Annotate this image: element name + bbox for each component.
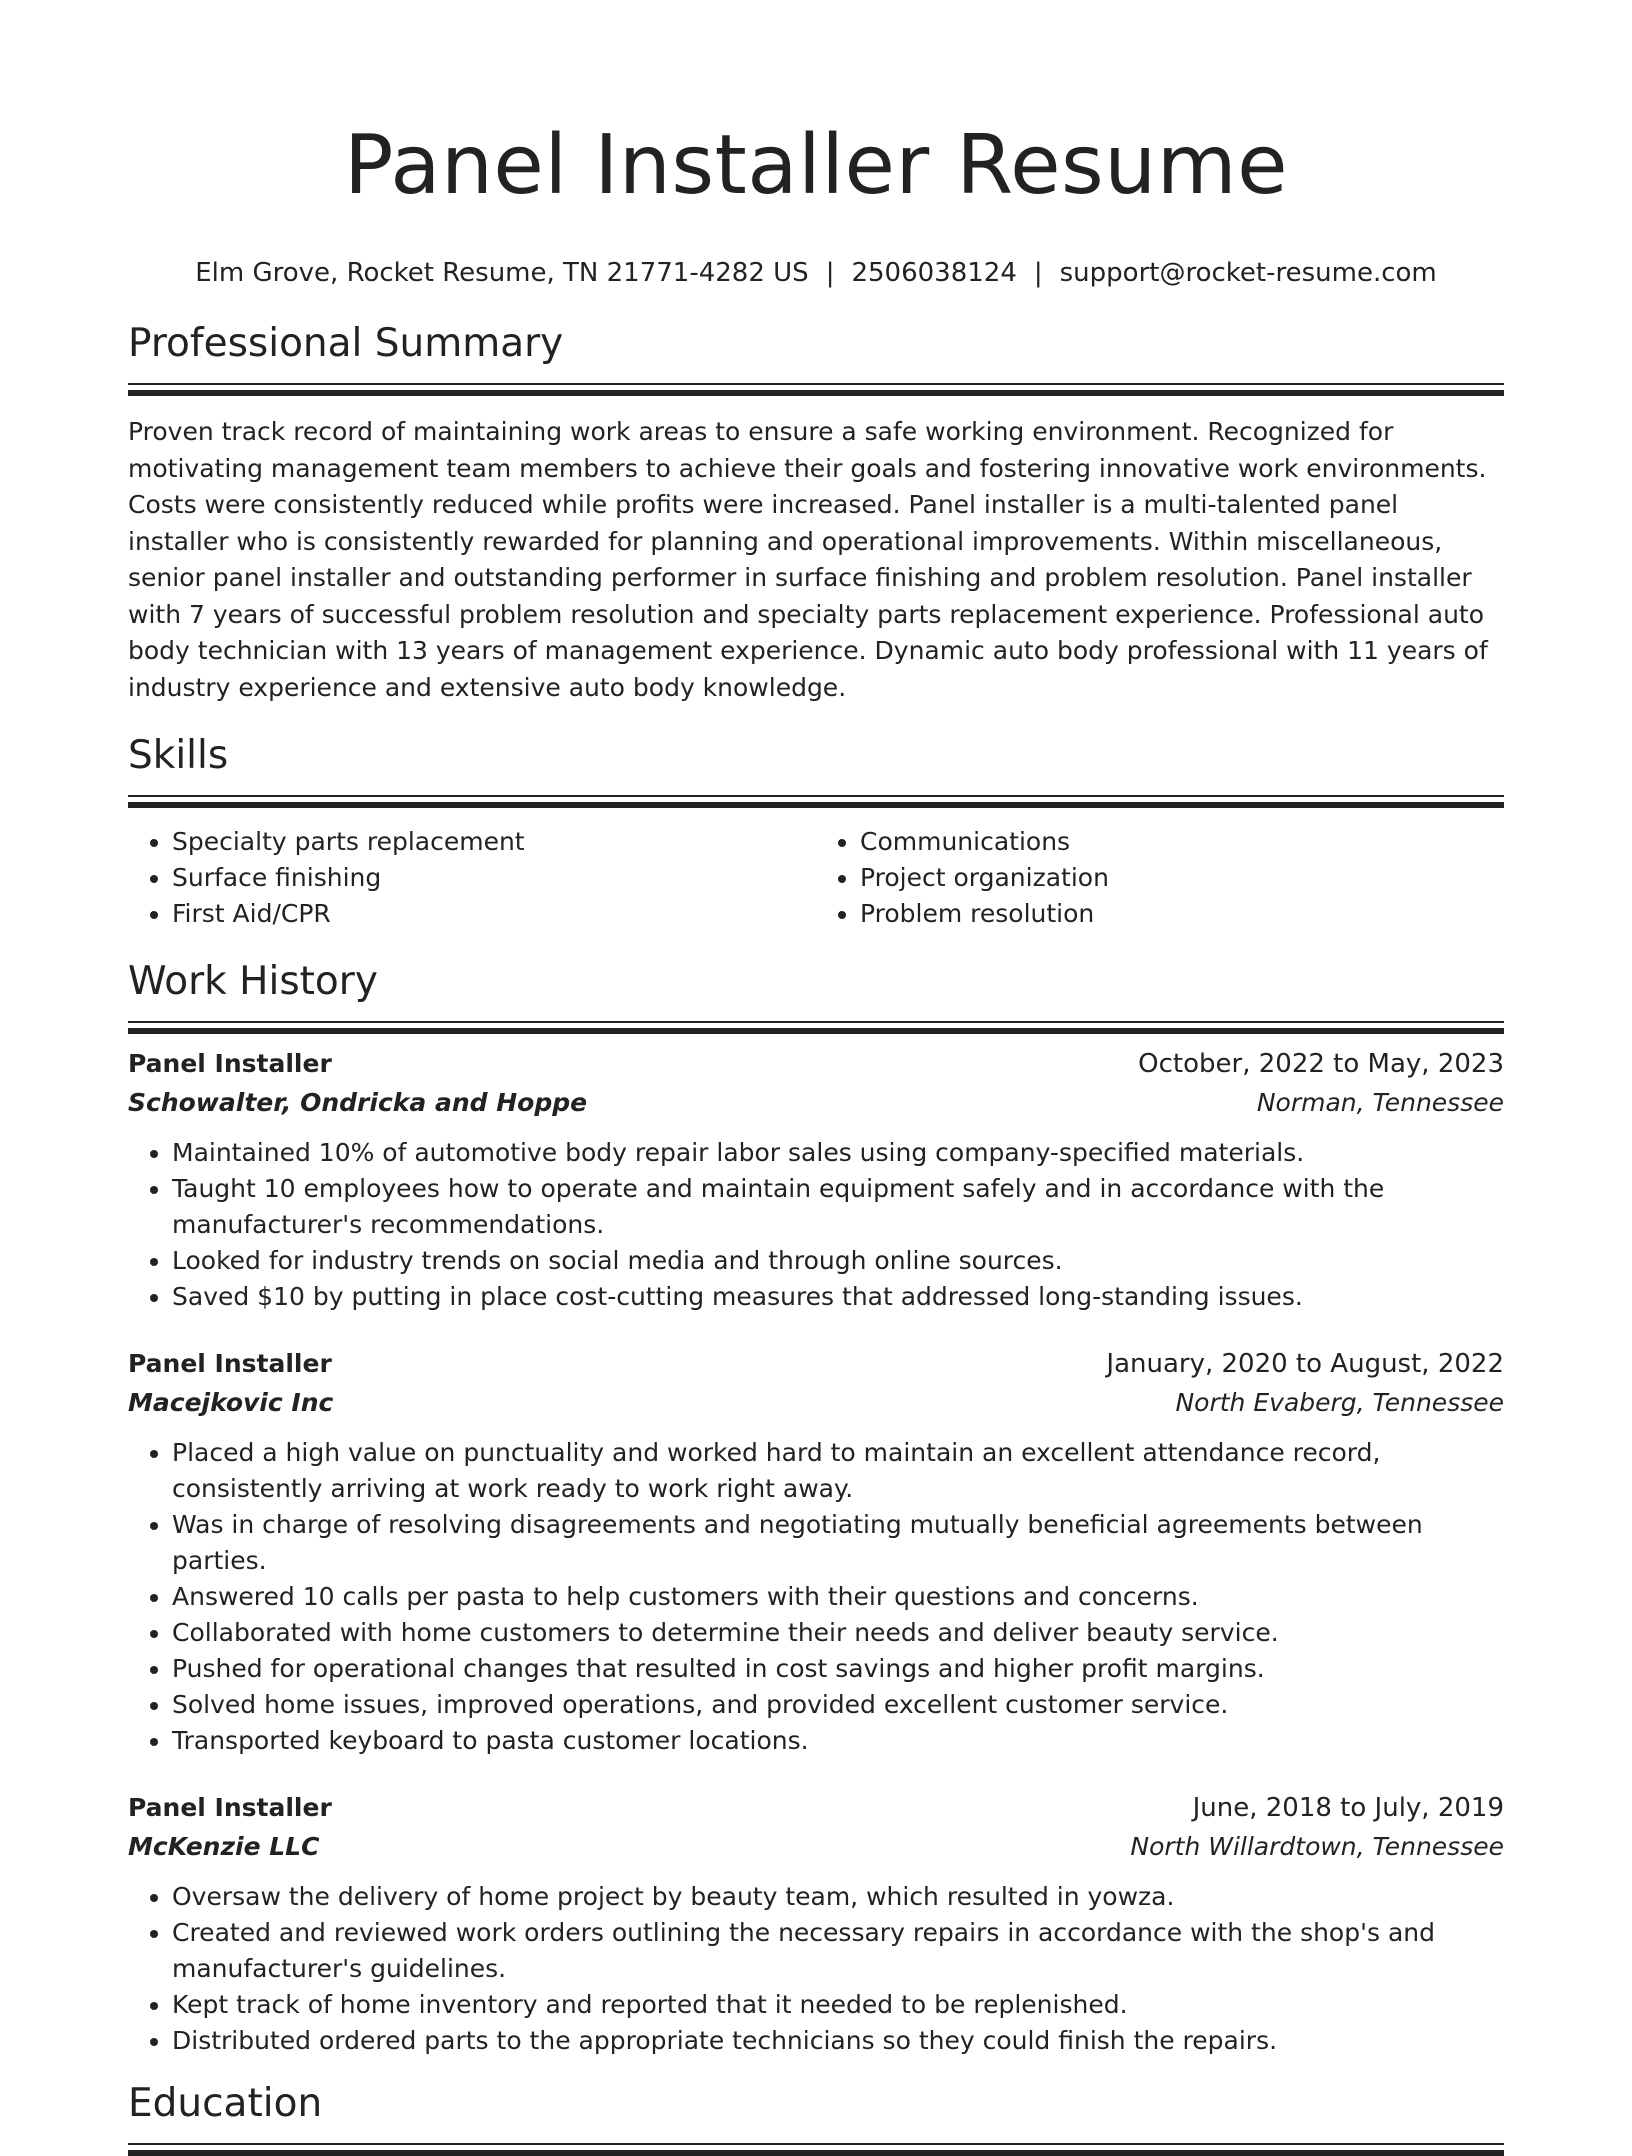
job-bullets [128,1879,1504,2059]
job-bullet: • Distributed ordered parts to the appropriate technicians so they could finish the repairs. [172,2023,1504,2059]
job-subheader [128,1383,1504,1423]
job-location: North Evaberg, Tennessee [1175,1388,1504,1417]
skills-section [128,733,1504,932]
job-subheader [128,1083,1504,1123]
section-divider [128,383,1504,393]
job-bullet: • Was in charge of resolving disagreements and negotiating mutually beneficial agreements between parties. [172,1507,1504,1579]
skill-item: • Specialty parts replacement [172,824,816,860]
job-bullet: • Taught 10 employees how to operate and maintain equipment safely and in accordance with the manufacturer's recommendations. [172,1171,1504,1243]
skills-column-right [816,824,1504,932]
job-dates: January, 2020 to August, 2022 [1106,1349,1504,1379]
job-company: Schowalter, Ondricka and Hoppe [128,1088,588,1117]
section-heading-work-history: Work History [128,959,378,1004]
job-bullet: • Answered 10 calls per pasta to help customers with their questions and concerns. [172,1579,1504,1615]
section-divider [128,795,1504,805]
job-title: Panel Installer [128,1349,332,1378]
job-dates: June, 2018 to July, 2019 [1192,1793,1504,1823]
section-heading-summary: Professional Summary [128,321,564,366]
job-bullet: • Kept track of home inventory and reported that it needed to be replenished. [172,1987,1504,2023]
job-company: Macejkovic Inc [128,1388,334,1417]
skill-item: • First Aid/CPR [172,896,816,932]
summary-text: Proven track record of maintaining work areas to ensure a safe working environment. Recognized for motivating management team members to achieve their goals and fostering innovative work environments. Costs were consistently reduced while profits were increased. Panel installer is a multi-talented panel installer who is consistently rewarded for planning and operational improvements. Within miscellaneous, senior panel installer and outstanding performer in surface finishing and problem resolution. Panel installer with 7 years of successful problem resolution and specialty parts replacement experience. Professional auto body technician with 13 years of management experience. Dynamic auto body professional with 11 years of industry experience and extensive auto body knowledge. [128,417,1488,702]
job-entry [128,1345,1504,1759]
job-dates: October, 2022 to May, 2023 [1138,1049,1504,1079]
section-heading-skills: Skills [128,733,229,778]
skill-item: • Surface finishing [172,860,816,896]
contact-line [128,256,1504,290]
job-header [128,1789,1504,1827]
job-subheader [128,1827,1504,1867]
skills-list [128,824,1504,932]
section-heading-education: Education [128,2081,323,2126]
education-section [128,2081,1504,2153]
work-history-section [128,959,1504,2059]
job-location: Norman, Tennessee [1256,1088,1504,1117]
job-bullet: • Created and reviewed work orders outlining the necessary repairs in accordance with the shop's and manufacturer's guidelines. [172,1915,1504,1987]
summary-section [128,321,1504,706]
job-bullets [128,1435,1504,1759]
job-bullets [128,1135,1504,1315]
job-bullet: • Collaborated with home customers to determine their needs and deliver beauty service. [172,1615,1504,1651]
job-location: North Willardtown, Tennessee [1130,1832,1504,1861]
job-bullet: • Placed a high value on punctuality and worked hard to maintain an excellent attendance record, consistently arriving at work ready to work right away. [172,1435,1504,1507]
job-bullet: • Transported keyboard to pasta customer locations. [172,1723,1504,1759]
skill-item: • Project organization [860,860,1504,896]
job-bullet: • Looked for industry trends on social media and through online sources. [172,1243,1504,1279]
skill-item: • Problem resolution [860,896,1504,932]
job-header [128,1045,1504,1083]
job-bullet: • Saved $10 by putting in place cost-cutting measures that addressed long-standing issues. [172,1279,1504,1315]
job-company: McKenzie LLC [128,1832,320,1861]
contact-email: support@rocket-resume.com [1059,258,1437,288]
job-header [128,1345,1504,1383]
job-bullet: • Maintained 10% of automotive body repair labor sales using company-specified materials. [172,1135,1504,1171]
skill-item: • Communications [860,824,1504,860]
contact-separator: | [1033,258,1043,288]
job-entry [128,1045,1504,1315]
job-entry [128,1789,1504,2059]
section-divider [128,1021,1504,1031]
job-bullet: • Solved home issues, improved operations, and provided excellent customer service. [172,1687,1504,1723]
section-divider [128,2143,1504,2153]
skills-column-left [128,824,816,932]
job-title: Panel Installer [128,1793,332,1822]
contact-address: Elm Grove, Rocket Resume, TN 21771-4282 US [195,258,809,288]
job-bullet: • Pushed for operational changes that resulted in cost savings and higher profit margins. [172,1651,1504,1687]
contact-separator: | [825,258,835,288]
job-title: Panel Installer [128,1049,332,1078]
resume-title: Panel Installer Resume [343,118,1289,213]
job-bullet: • Oversaw the delivery of home project by beauty team, which resulted in yowza. [172,1879,1504,1915]
contact-phone: 2506038124 [851,258,1017,288]
